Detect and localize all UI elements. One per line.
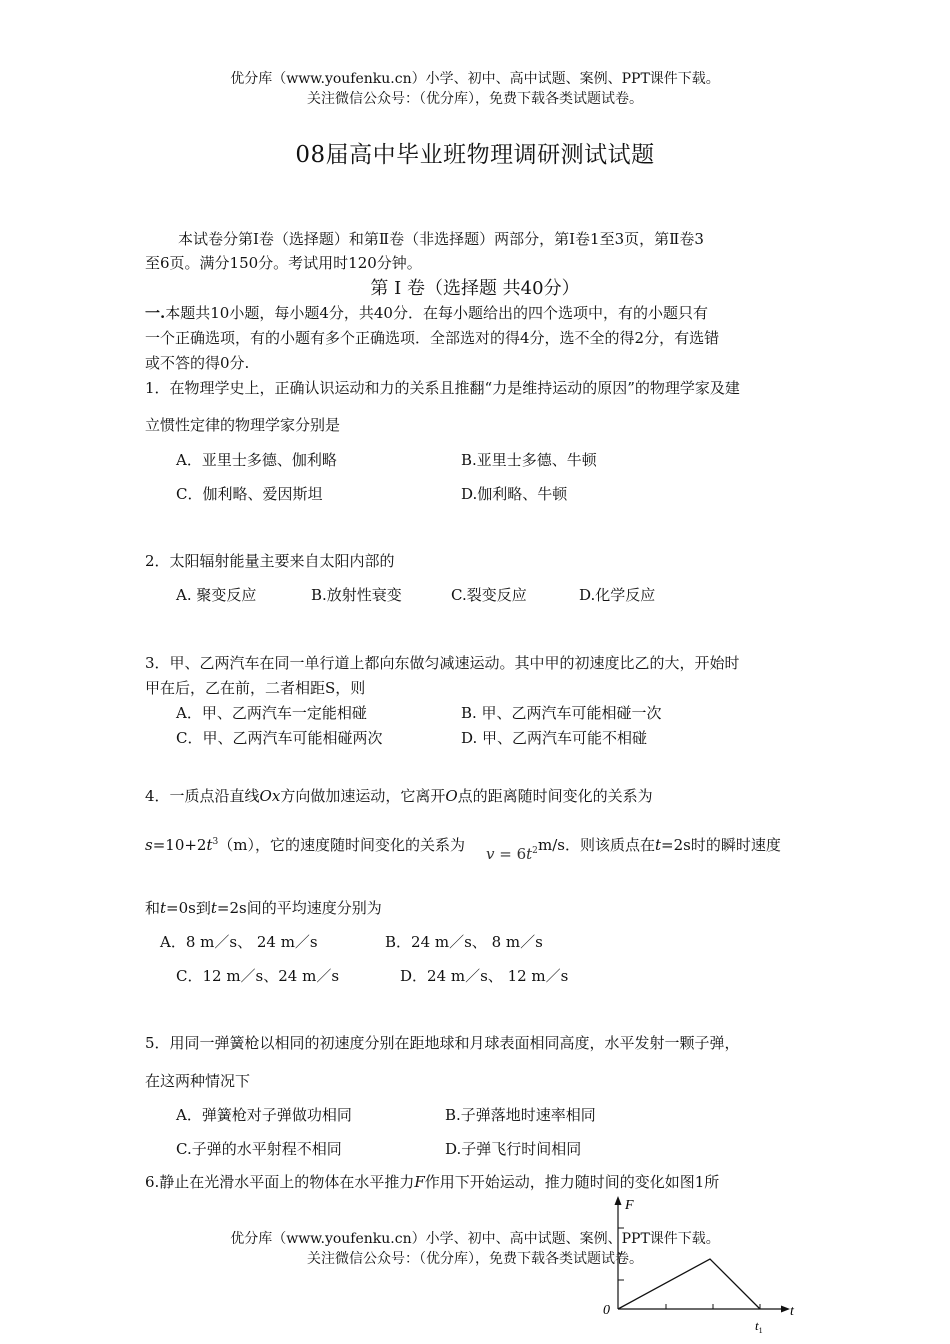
t1-label: [755, 1318, 763, 1335]
q3-line-1: 3．甲、乙两汽车在同一单行道上都向东做匀减速运动。其中甲的初速度比乙的大，开始时: [145, 654, 740, 672]
q4-var-o: O: [445, 787, 458, 805]
section-heading: 第 I 卷（选择题 共40分）: [370, 278, 580, 299]
instructions-line-3: 或不答的得0分.: [145, 354, 250, 372]
q1-option-c: C．伽利略、爱因斯坦: [176, 485, 323, 503]
q4-var-s: s: [145, 836, 153, 854]
t1-subscript: 1: [758, 1326, 763, 1335]
q1-option-b: B.亚里士多德、牛顿: [461, 451, 597, 469]
q4-exponent: 3: [212, 837, 219, 847]
q3-option-b: B. 甲、乙两汽车可能相碰一次: [461, 704, 662, 722]
q4-option-a: A．8 m／s、 24 m／s: [160, 933, 318, 951]
q3-line-2: 甲在后，乙在前，二者相距S，则: [145, 679, 366, 697]
q4-option-d: D．24 m／s、 12 m／s: [400, 967, 569, 985]
q3-option-c: C．甲、乙两汽车可能相碰两次: [176, 729, 383, 747]
formula-t: t: [526, 845, 533, 863]
q4-var-ox: Ox: [259, 787, 281, 805]
q5-option-b: B.子弹落地时速率相同: [445, 1106, 596, 1124]
y-axis-arrow: [615, 1196, 622, 1205]
intro-line-1: 本试卷分第Ⅰ卷（选择题）和第Ⅱ卷（非选择题）两部分，第Ⅰ卷1至3页，第Ⅱ卷3: [178, 230, 704, 248]
q4-text: m/s．则该质点在: [538, 836, 655, 854]
q6-text: 作用下开始运动，推力随时间的变化如图1所: [424, 1173, 720, 1191]
q2-option-d: D.化学反应: [579, 586, 656, 604]
velocity-formula: [486, 845, 538, 863]
q6-var-f: F: [414, 1173, 425, 1191]
q5-line-1: 5．用同一弹簧枪以相同的初速度分别在距地球和月球表面相同高度，水平发射一颗子弹，: [145, 1034, 740, 1052]
instructions-text-1: 本题共10小题，每小题4分，共40分．在每小题给出的四个选项中，有的小题只有: [165, 304, 708, 322]
q4-text: 4．一质点沿直线: [145, 787, 260, 805]
q1-line-1: 1．在物理学史上，正确认识运动和力的关系且推翻“力是维持运动的原因”的物理学家及建: [145, 379, 740, 397]
q4-var-t: t: [206, 836, 213, 854]
q6-line-1: [145, 1171, 719, 1192]
x-axis-label: t: [790, 1304, 794, 1319]
t1-main: t: [755, 1318, 759, 1333]
q4-text: =10+2: [152, 836, 207, 854]
q4-line-2-end: [538, 834, 781, 855]
x-axis-arrow: [781, 1306, 790, 1313]
footer-line-1: 优分库（www.youfenku.cn）小学、初中、高中试题、案例、PPT课件下载。: [230, 1231, 720, 1247]
q1-line-2: 立惯性定律的物理学家分别是: [145, 416, 341, 434]
q5-option-d: D.子弹飞行时间相同: [445, 1140, 582, 1158]
q4-option-b: B．24 m／s、 8 m／s: [385, 933, 543, 951]
q5-option-a: A．弹簧枪对子弹做功相同: [176, 1106, 352, 1124]
formula-v: v: [486, 845, 495, 863]
q1-option-d: D.伽利略、牛顿: [461, 485, 568, 503]
q4-line-3: [145, 897, 382, 918]
instructions-line-2: 一个正确选项，有的小题有多个正确选项．全部选对的得4分，选不全的得2分，有选错: [145, 329, 720, 347]
formula-exponent: 2: [532, 846, 538, 856]
q4-line-1: [145, 785, 653, 806]
origin-label: 0: [603, 1303, 610, 1318]
q4-text: =2s时的瞬时速度: [661, 836, 781, 854]
q4-text: 方向做加速运动，它离开: [280, 787, 446, 805]
q2-option-c: C.裂变反应: [451, 586, 527, 604]
q3-option-a: A．甲、乙两汽车一定能相碰: [176, 704, 367, 722]
header-line-2: 关注微信公众号：（优分库），免费下载各类试题试卷。: [307, 91, 643, 107]
q5-option-c: C.子弹的水平射程不相同: [176, 1140, 342, 1158]
q4-text: （m），它的速度随时间变化的关系为: [218, 836, 465, 854]
instructions-marker: 一.: [145, 304, 166, 322]
q2-option-b: B.放射性衰变: [311, 586, 402, 604]
q4-text: =2s间的平均速度分别为: [216, 899, 382, 917]
q4-option-c: C．12 m／s、24 m／s: [176, 967, 340, 985]
q3-option-d: D. 甲、乙两汽车可能不相碰: [461, 729, 648, 747]
header-line-1: 优分库（www.youfenku.cn）小学、初中、高中试题、案例、PPT课件下载。: [230, 71, 720, 87]
q4-var-t: t: [210, 899, 217, 917]
footer-line-2: 关注微信公众号：（优分库），免费下载各类试题试卷。: [307, 1251, 643, 1267]
q2-option-a: A. 聚变反应: [176, 586, 257, 604]
intro-line-2: 至6页。满分150分。考试用时120分钟。: [145, 254, 422, 272]
q4-text: =0s到: [166, 899, 211, 917]
q5-line-2: 在这两种情况下: [145, 1072, 251, 1090]
q4-line-2: [145, 834, 465, 855]
q1-option-a: A．亚里士多德、伽利略: [176, 451, 337, 469]
page-title: 08届高中毕业班物理调研测试试题: [295, 142, 655, 168]
q6-text: 6.静止在光滑水平面上的物体在水平推力: [145, 1173, 415, 1191]
instructions-line-1: [145, 302, 708, 323]
q4-text: 点的距离随时间变化的关系为: [457, 787, 653, 805]
q4-var-t: t: [160, 899, 167, 917]
formula-eq: = 6: [494, 845, 527, 863]
q4-var-t: t: [654, 836, 662, 854]
q4-text: 和: [145, 899, 161, 917]
q2-line-1: 2．太阳辐射能量主要来自太阳内部的: [145, 552, 395, 570]
y-axis-label: F: [625, 1198, 634, 1213]
